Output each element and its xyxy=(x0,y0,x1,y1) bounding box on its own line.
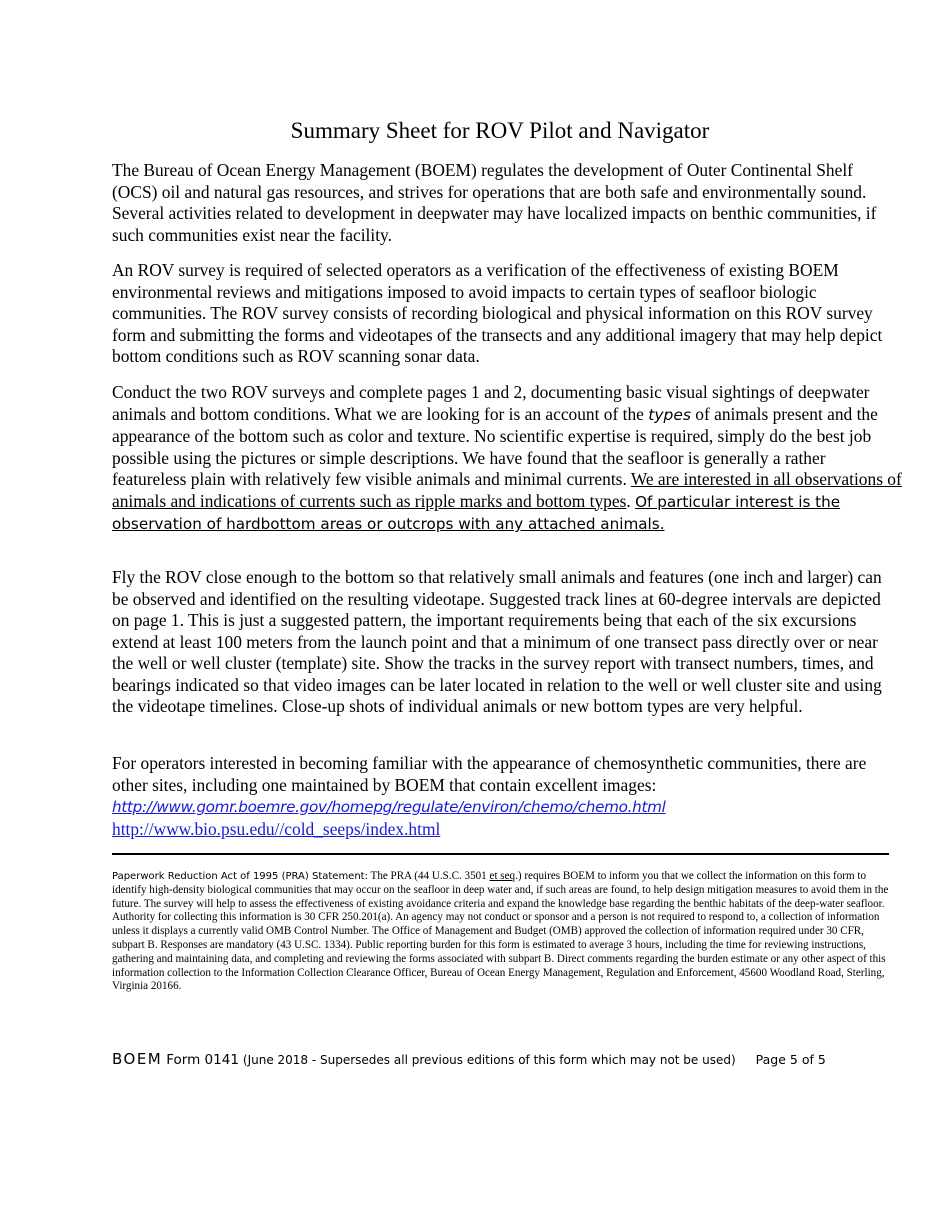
text-segment: .) requires BOEM to inform you that we collect the information on this form to identify high-density biological communities that may occur on the seafloor in deep water and, if such areas are found, to help design mitigation measures to avoid them in the future. The survey will help to assess the effectiveness of existing avoidance criteria and expand the knowledge base regarding the benthic habitats of the deep-water seafloor. Authority for collecting this information is 30 CFR 250.201(a). An agency may not conduct or sponsor and a person is not required to respond to, a collection of information unless it displays a currently valid OMB Control Number. The Office of Management and Budget (OMB) approved the collection of information required under 30 CFR, subpart B. Responses are mandatory (43 U.SC. 1334). Public reporting burden for this form is estimated to average 3 hours, including the time for reviewing instructions, gathering and maintaining data, and completing and reviewing the forms associated with subpart B. Direct comments regarding the burden estimate or any other aspect of this information collection to the Information Collection Clearance Officer, Bureau of Ocean Energy Management, Regulation and Enforcement, 45600 Woodland Road, Sterling, Virginia 20166. xyxy=(112,870,889,993)
pra-statement xyxy=(112,870,890,994)
text-segment: of animals present and the appearance of the bottom such as color and texture. No scientific expertise is required, simply do the best job possible using the pictures or simple descriptions. We have found that the seafloor is generally a rather featureless plain with relatively few visible animals and minimal currents. xyxy=(112,403,878,489)
form-number: Form 0141 xyxy=(166,1052,239,1068)
paragraph-text xyxy=(112,753,902,840)
form-footer xyxy=(112,1050,892,1068)
page-number: Page 5 of 5 xyxy=(755,1052,826,1067)
pra-statement-heading: Paperwork Reduction Act of 1995 (PRA) Statement: xyxy=(112,871,368,882)
survey-instructions-paragraph xyxy=(112,382,902,536)
text-segment: The PRA (44 U.S.C. 3501 xyxy=(367,870,490,882)
cold-seeps-link[interactable]: http://www.bio.psu.edu//cold_seeps/index.html xyxy=(112,818,441,839)
text-segment: . xyxy=(626,490,636,511)
paragraph-text: An ROV survey is required of selected operators as a verification of the effectiveness of existing BOEM environmental reviews and mitigations imposed to avoid impacts to certain types of seafloor biologic communities. The ROV survey consists of recording biological and physical information on this ROV survey form and submitting the forms and videotapes of the transects and any additional imagery that may help depict bottom conditions such as ROV scanning sonar data. xyxy=(112,260,883,366)
agency-name: BOEM xyxy=(112,1050,163,1068)
resources-paragraph xyxy=(112,753,902,840)
et-seq-text: et seq xyxy=(489,870,516,882)
chemo-communities-link[interactable]: http://www.gomr.boemre.gov/homepg/regulate/environ/chemo/chemo.html xyxy=(112,798,666,816)
highlighted-interest-text: Of particular interest is the observation of hardbottom areas or outcrops with any attached animals. xyxy=(112,492,841,533)
intro-paragraph xyxy=(112,160,902,246)
underlined-text: We are interested in all observations of animals and indications of currents such as ripple marks and bottom types xyxy=(112,469,902,511)
survey-requirement-paragraph xyxy=(112,260,902,368)
section-divider xyxy=(112,853,889,855)
paragraph-text: Fly the ROV close enough to the bottom so that relatively small animals and features (one inch and larger) can be observed and identified on the resulting videotape. Suggested track lines at 60-degree intervals are depicted on page 1. This is just a suggested pattern, the important requirements being that each of the six excursions extend at least 100 meters from the launch point and that a minimum of one transect pass directly over or near the well or well cluster (template) site. Show the tracks in the survey report with transect numbers, times, and bearings indicated so that video images can be later located in relation to the well or well cluster site and using the videotape timelines. Close-up shots of individual animals or new bottom types are very helpful. xyxy=(112,567,882,716)
emphasized-text: types xyxy=(648,405,691,424)
text-segment: Conduct the two ROV surveys and complete pages 1 and 2, documenting basic visual sightings of deepwater animals and bottom conditions. What we are looking for is an account of the xyxy=(112,382,870,424)
paragraph-text: The Bureau of Ocean Energy Management (BOEM) regulates the development of Outer Continental Shelf (OCS) oil and natural gas resources, and strives for operations that are both safe and environmentally sound. Several activities related to development in deepwater may have localized impacts on benthic communities, if such communities exist near the facility. xyxy=(112,160,877,245)
paragraph-text xyxy=(112,382,902,536)
rov-flight-paragraph xyxy=(112,567,902,718)
page-title: Summary Sheet for ROV Pilot and Navigator xyxy=(290,118,710,143)
text-segment: For operators interested in becoming familiar with the appearance of chemosynthetic communities, there are other sites, including one maintained by BOEM that contain excellent images: xyxy=(112,753,867,795)
form-edition: (June 2018 - Supersedes all previous editions of this form which may not be used) xyxy=(242,1053,736,1067)
